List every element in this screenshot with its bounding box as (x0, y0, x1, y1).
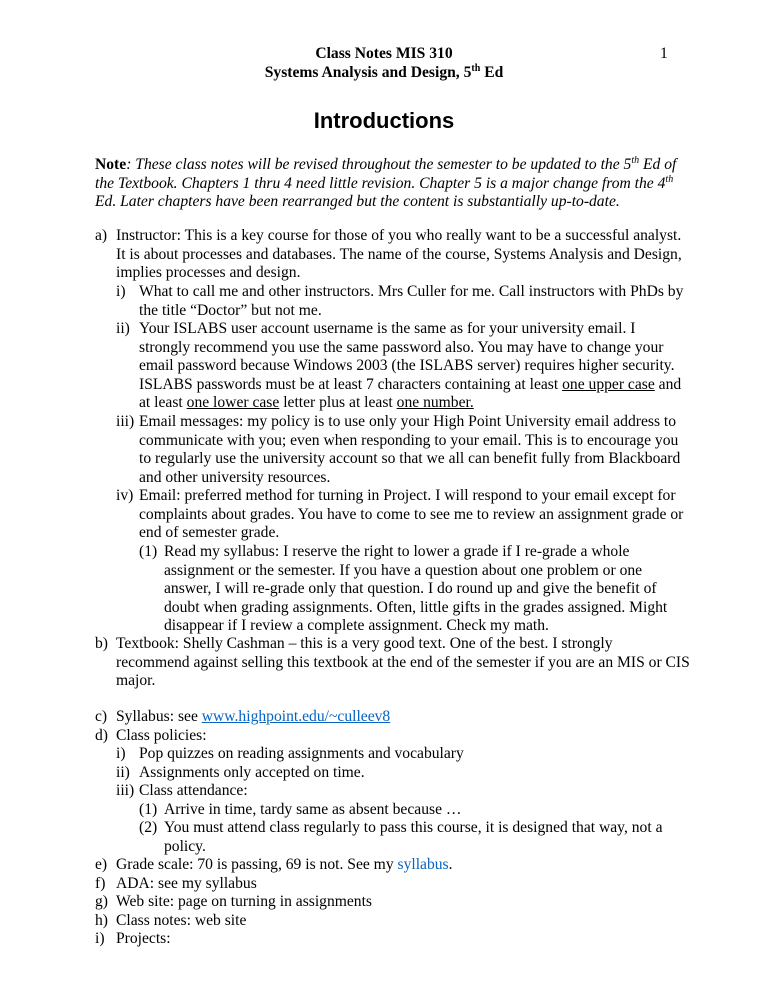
list-item-d-i: i) Pop quizzes on reading assignments and vocabulary (116, 745, 464, 762)
syllabus-link[interactable]: syllabus (397, 856, 449, 873)
list-item-d-ii: ii) Assignments only accepted on time. (116, 764, 365, 781)
list-item-g: g) Web site: page on turning in assignments (95, 893, 373, 910)
list-item-a-iv: iv) Email: preferred method for turning in Project. I will respond to your email except for complaints about grades. You have to come to see me to review an assignment grade or end of semester grade. (116, 487, 684, 541)
note-paragraph: Note: These class notes will be revised throughout the semester to be updated to the 5th Ed of the Textbook. Chapters 1 thru 4 need little revision. Chapter 5 is a major change from the 4th Ed. Later chapters have been rearranged but the content is substantially up-to-date. (95, 154, 677, 210)
list-item-d-iii-2: (2) You must attend class regularly to pass this course, it is designed that way, not a policy. (139, 819, 663, 855)
list-item-d-iii: iii) Class attendance: (116, 782, 248, 799)
list-item-h: h) Class notes: web site (95, 912, 247, 929)
list-item-f: f) ADA: see my syllabus (95, 875, 257, 892)
page-title: Introductions (313, 108, 455, 133)
course-subtitle: Systems Analysis and Design, 5th Ed (264, 62, 504, 81)
syllabus-url-link[interactable]: www.highpoint.edu/~culleev8 (201, 708, 391, 725)
list-item-a-iv-1: (1) Read my syllabus: I reserve the right to lower a grade if I re-grade a whole assignment or the semester. If you have a question about one problem or one answer, I will re-grade only that question. I do round up and give the benefit of doubt when grading assignments. Often, little gifts in the grades assigned. Might disappear if I review a complete assignment. Check my math. (139, 543, 668, 634)
list-item-d: d) Class policies: (95, 727, 207, 744)
list-item-a-iii: iii) Email messages: my policy is to use only your High Point University email address to communicate with you; even when responding to your email. This is to encourage you to regularly use the university account so that we all can benefit fully from Blackboard and other university resources. (116, 413, 681, 486)
list-item-c: c) Syllabus: see www.highpoint.edu/~culleev8 (95, 708, 391, 725)
list-item-a-i: i) What to call me and other instructors. Mrs Culler for me. Call instructors with PhDs by the title “Doctor” but not me. (116, 283, 684, 319)
list-item-i: i) Projects: (95, 930, 171, 947)
list-item-b: b) Textbook: Shelly Cashman – this is a very good text. One of the best. I strongly recommend against selling this textbook at the end of the semester if you are an MIS or CIS major. (95, 635, 690, 689)
page-number: 1 (660, 45, 668, 62)
course-title: Class Notes MIS 310 (315, 45, 453, 62)
list-item-a: a) Instructor: This is a key course for those of you who really want to be a successful analyst. It is about processes and databases. The name of the course, Systems Analysis and Design, implies processes and design. (95, 227, 682, 281)
page-header (0, 45, 768, 82)
list-item-d-iii-1: (1) Arrive in time, tardy same as absent because … (139, 801, 462, 818)
list-item-e: e) Grade scale: 70 is passing, 69 is not. See my syllabus. (95, 856, 453, 873)
list-item-a-ii: ii) Your ISLABS user account username is the same as for your university email. I strongly recommend you use the same password also. You may have to change your email password because Windows 2003 (the ISLABS server) requires higher security. ISLABS passwords must be at least 7 characters containing at least one upper case and at least one lower case letter plus at least one number. (116, 320, 682, 411)
note-label: Note (95, 156, 127, 173)
